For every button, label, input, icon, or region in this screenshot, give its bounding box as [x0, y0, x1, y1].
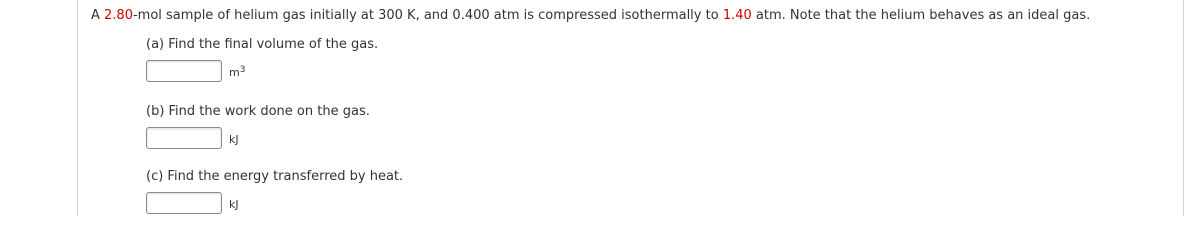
part-a-answer-row: [146, 60, 378, 84]
part-b: [146, 104, 370, 151]
part-b-answer-input[interactable]: [146, 127, 222, 149]
part-a-question: (a) Find the final volume of the gas.: [146, 37, 379, 52]
part-c: [146, 169, 403, 216]
part-a-unit-exponent: 3: [239, 65, 246, 75]
problem-text-2: -mol sample of helium gas initially at 300 K, and 0.400 atm is compressed isothermally to: [132, 8, 723, 23]
part-b-unit-base: kJ: [229, 133, 239, 146]
part-a-unit-base: m: [229, 66, 240, 79]
part-c-question: (c) Find the energy transferred by heat.: [146, 169, 404, 184]
part-a: [146, 37, 378, 84]
part-b-answer-row: [146, 127, 370, 151]
part-a-unit: [229, 66, 245, 81]
final-pressure-value: 1.40: [722, 8, 752, 23]
moles-value: 2.80: [104, 8, 133, 23]
part-a-answer-input[interactable]: [146, 60, 222, 82]
part-b-question: (b) Find the work done on the gas.: [146, 104, 370, 119]
problem-text-1: A: [91, 8, 105, 23]
part-c-unit-base: kJ: [229, 198, 239, 211]
problem-statement: [91, 8, 1090, 24]
part-c-unit: [229, 198, 239, 212]
part-c-answer-input[interactable]: [146, 192, 222, 214]
problem-text-3: atm. Note that the helium behaves as an ideal gas.: [751, 8, 1091, 23]
part-c-answer-row: [146, 192, 403, 216]
part-b-unit: [229, 133, 239, 147]
